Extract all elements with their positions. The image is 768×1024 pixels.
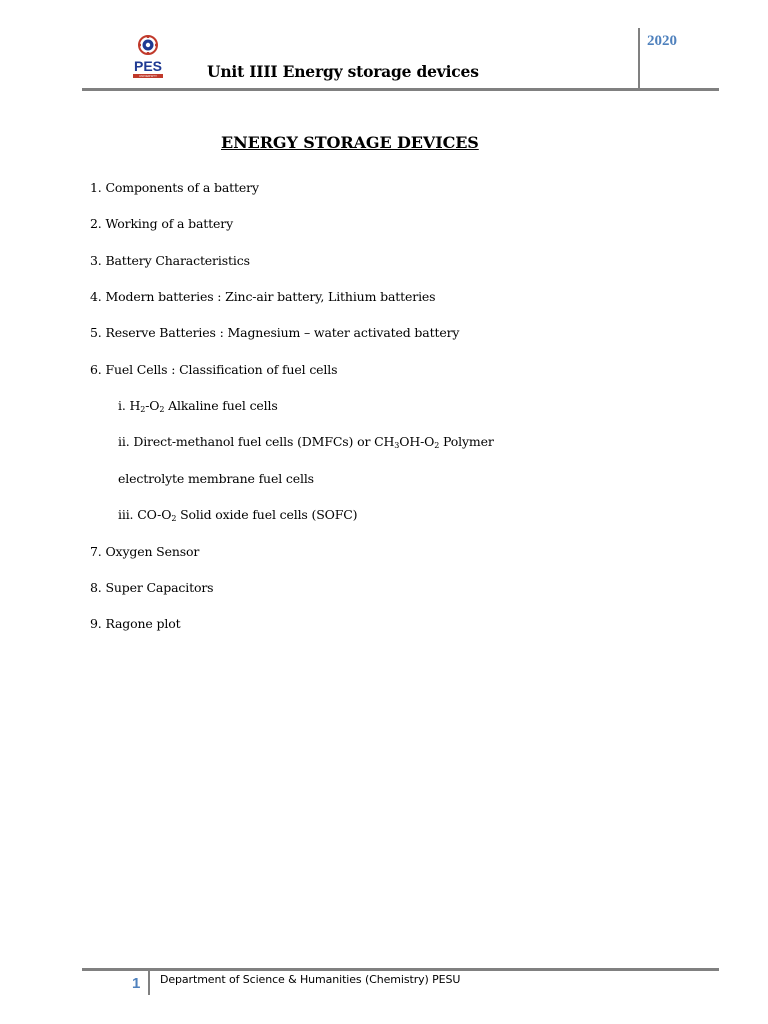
list-item: 8. Super Capacitors: [90, 580, 214, 595]
list-item: 5. Reserve Batteries : Magnesium – water activated battery: [90, 325, 460, 340]
document-title: ENERGY STORAGE DEVICES: [221, 133, 479, 152]
header-divider: [638, 28, 640, 88]
list-item: 7. Oxygen Sensor: [90, 544, 200, 559]
footer-text: Department of Science & Humanities (Chemistry) PESU: [160, 973, 461, 986]
list-item: 9. Ragone plot: [90, 616, 181, 631]
sub-list-item-continuation: electrolyte membrane fuel cells: [118, 471, 314, 486]
list-item: 6. Fuel Cells : Classification of fuel cells: [90, 362, 338, 377]
header-title: Unit IIII Energy storage devices: [207, 62, 479, 81]
sub-list-item: ii. Direct-methanol fuel cells (DMFCs) or $CH_3OH-O_2$ Polymer: [118, 434, 494, 450]
pes-university-logo: [128, 34, 168, 80]
footer-rule: [82, 968, 719, 971]
page-number: 1: [132, 975, 141, 992]
list-item: 2. Working of a battery: [90, 216, 234, 231]
list-item: 4. Modern batteries : Zinc-air battery, Lithium batteries: [90, 289, 436, 304]
footer-divider: [148, 971, 150, 995]
logo-text: PES: [133, 58, 163, 74]
logo-subtext: UNIVERSITY: [138, 74, 158, 79]
header-year: 2020: [647, 33, 677, 49]
sub-list-item: iii. $CO-O_2$ Solid oxide fuel cells (SOFC): [118, 507, 358, 523]
sub-list-item: i. $H_2-O_2$ Alkaline fuel cells: [118, 398, 278, 414]
header-rule: [82, 88, 719, 91]
list-item: 3. Battery Characteristics: [90, 253, 250, 268]
list-item: 1. Components of a battery: [90, 180, 259, 195]
